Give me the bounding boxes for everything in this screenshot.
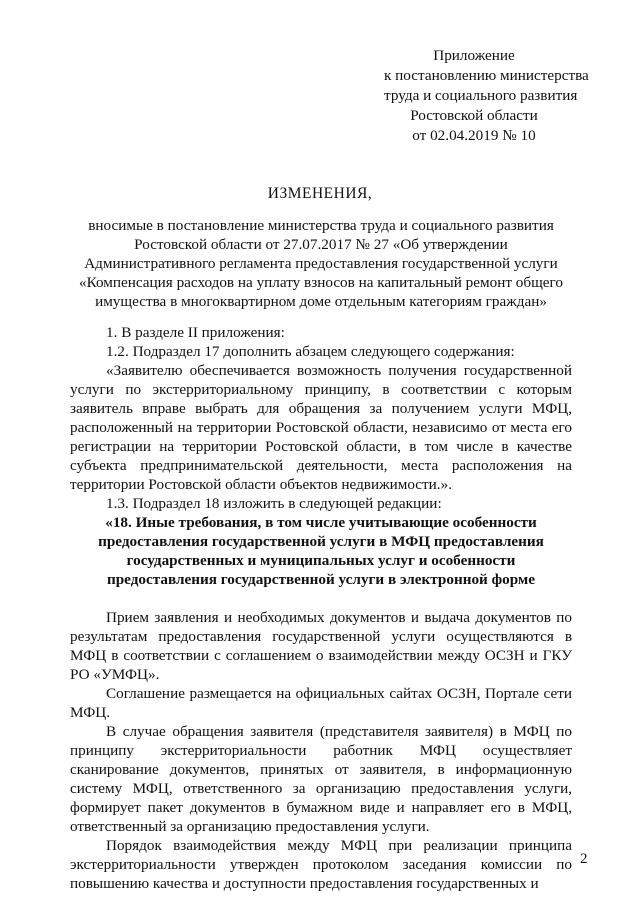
paragraph: «Заявителю обеспечивается возможность получения государственной услуги по экстерриториальному принципу, в соответствии с которым заявитель вправе выбрать для обращения за получением услуги МФЦ, расположенный на территории Ростовской области, независимо от места его регистрации на территории Ростовской области, в том числе в качестве субъекта предпринимательской деятельности, места расположения на территории Ростовской области объектов недвижимости.».: [70, 362, 572, 493]
document-body: [70, 323, 572, 893]
paragraph: 1. В разделе II приложения:: [106, 324, 285, 341]
document-title: ИЗМЕНЕНИЯ,: [267, 185, 373, 202]
paragraph: Прием заявления и необходимых документов и выдача документов по результатам предоставления государственной услуги осуществляются в МФЦ в соответствии с соглашением о взаимодействии между ОСЗН и ГКУ РО «УМФЦ».: [70, 609, 572, 683]
section-heading: «18. Иные требования, в том числе учитывающие особенности предоставления государственной услуги в МФЦ предоставления государственных и муниципальных услуг и особенности предоставления государственной услуги в электронной форме: [98, 514, 544, 588]
approval-line: труда и социального развития: [384, 87, 578, 104]
document-subtitle: вносимые в постановление министерства труда и социального развития Ростовской области от 27.07.2017 № 27 «Об утверждении Административного регламента предоставления государственной услуги «Компенсация расходов на уплату взносов на капитальный ремонт общего имущества в многоквартирном доме отдельным категориям граждан»: [78, 217, 563, 310]
paragraph: Соглашение размещается на официальных сайтах ОСЗН, Портале сети МФЦ.: [70, 685, 572, 721]
approval-line: к постановлению министерства: [384, 67, 589, 84]
approval-block: [384, 46, 589, 146]
paragraph: 1.3. Подраздел 18 изложить в следующей редакции:: [106, 495, 442, 512]
approval-line: Ростовской области: [410, 107, 538, 124]
paragraph: Порядок взаимодействия между МФЦ при реализации принципа экстерриториальности утвержден протоколом заседания комиссии по повышению качества и доступности предоставления государственных и: [70, 837, 572, 892]
paragraph: 1.2. Подраздел 17 дополнить абзацем следующего содержания:: [106, 343, 515, 360]
paragraph: В случае обращения заявителя (представителя заявителя) в МФЦ по принципу экстерриториальности работник МФЦ осуществляет сканирование документов, принятых от заявителя, в информационную систему МФЦ, ответственного за организацию предоставления услуги, формирует пакет документов в бумажном виде и направляет его в МФЦ, ответственный за организацию предоставления услуги.: [70, 723, 572, 835]
approval-line: Приложение: [433, 47, 515, 64]
page-number: 2: [580, 851, 588, 867]
approval-line: от 02.04.2019 № 10: [412, 127, 536, 144]
